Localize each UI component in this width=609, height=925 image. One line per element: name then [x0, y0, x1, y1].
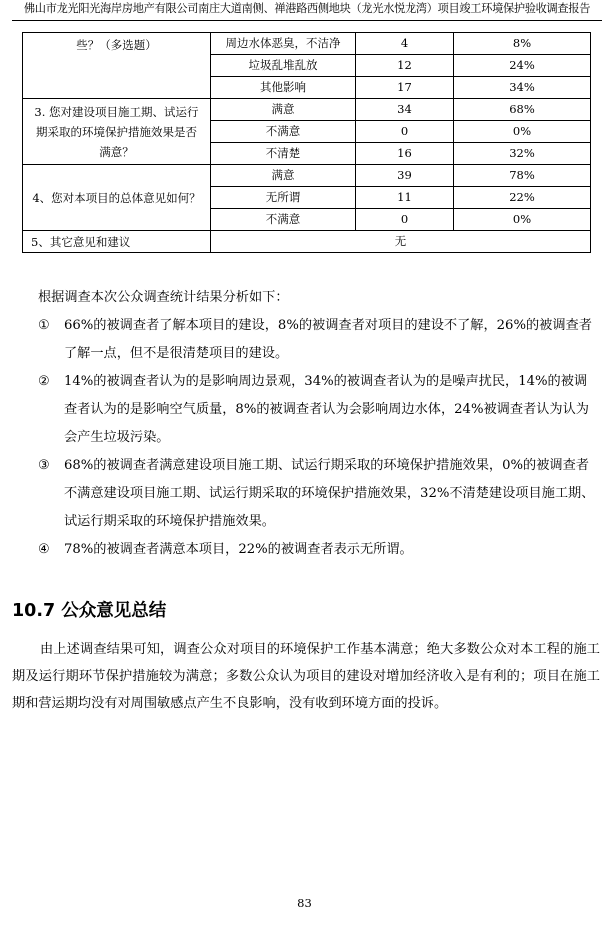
- option-cell: 周边水体恶臭，不洁净: [211, 33, 356, 55]
- item-text: 68%的被调查者满意建设项目施工期、试运行期采取的环境保护措施效果，0%的被调查者不满意建设项目施工期、试运行期采取的环境保护措施效果，32%不清楚建设项目施工期、试运行期采取的环境保护措施效果。: [64, 458, 595, 529]
- section-title: 10.7 公众意见总结: [12, 601, 167, 621]
- table-row: [23, 33, 591, 55]
- table-row: [23, 99, 591, 121]
- option-cell: 满意: [211, 99, 356, 121]
- list-item: [38, 312, 600, 368]
- count-cell: 39: [356, 165, 454, 187]
- option-cell: 不满意: [211, 121, 356, 143]
- question-2-tail: 些？（多选题）: [23, 33, 211, 99]
- option-cell: 不清楚: [211, 143, 356, 165]
- table-row: [23, 165, 591, 187]
- item-marker: ④: [38, 542, 50, 557]
- item-marker: ③: [38, 458, 50, 473]
- list-item: [38, 368, 600, 452]
- percent-cell: 68%: [454, 99, 591, 121]
- percent-cell: 22%: [454, 187, 591, 209]
- summary-paragraph: 由上述调查结果可知，调查公众对项目的环境保护工作基本满意；绝大多数公众对本工程的施工期及运行期环节保护措施较为满意；多数公众认为项目的建设对增加经济收入是有利的；项目在施工期和营运期均没有对周围敏感点产生不良影响，没有收到环境方面的投诉。: [12, 642, 600, 711]
- count-cell: 16: [356, 143, 454, 165]
- item-marker: ②: [38, 374, 50, 389]
- count-cell: 0: [356, 209, 454, 231]
- analysis-list: [38, 312, 600, 564]
- percent-cell: 24%: [454, 55, 591, 77]
- list-item: [38, 536, 600, 564]
- page-header: 佛山市龙光阳光海岸房地产有限公司南庄大道南侧、禅港路西侧地块（龙光水悦龙湾）项目竣工环境保护验收调查报告: [12, 0, 602, 21]
- item-text: 78%的被调查者满意本项目，22%的被调查者表示无所谓。: [64, 542, 413, 557]
- percent-cell: 32%: [454, 143, 591, 165]
- item-text: 14%的被调查者认为的是影响周边景观，34%的被调查者认为的是噪声扰民，14%的被调查者认为的是影响空气质量，8%的被调查者认为会影响周边水体，24%被调查者认为认为会产生垃圾污染。: [64, 374, 589, 445]
- percent-cell: 0%: [454, 209, 591, 231]
- table-row: [23, 231, 591, 253]
- list-item: [38, 452, 600, 536]
- percent-cell: 0%: [454, 121, 591, 143]
- option-cell: 无所谓: [211, 187, 356, 209]
- option-cell: 不满意: [211, 209, 356, 231]
- count-cell: 34: [356, 99, 454, 121]
- option-cell: 其他影响: [211, 77, 356, 99]
- percent-cell: 34%: [454, 77, 591, 99]
- question-4: 4、您对本项目的总体意见如何？: [23, 165, 211, 231]
- option-cell: 垃圾乱堆乱放: [211, 55, 356, 77]
- count-cell: 0: [356, 121, 454, 143]
- count-cell: 4: [356, 33, 454, 55]
- count-cell: 12: [356, 55, 454, 77]
- question-5-answer: 无: [211, 231, 591, 253]
- count-cell: 11: [356, 187, 454, 209]
- count-cell: 17: [356, 77, 454, 99]
- analysis-intro: 根据调查本次公众调查统计结果分析如下：: [38, 290, 289, 305]
- percent-cell: 78%: [454, 165, 591, 187]
- question-5: 5、其它意见和建议: [23, 231, 211, 253]
- percent-cell: 8%: [454, 33, 591, 55]
- survey-table: [22, 32, 591, 253]
- item-marker: ①: [38, 318, 50, 333]
- page-number: 83: [297, 896, 312, 910]
- question-3: 3. 您对建设项目施工期、试运行期采取的环境保护措施效果是否满意？: [23, 99, 211, 165]
- item-text: 66%的被调查者了解本项目的建设，8%的被调查者对项目的建设不了解，26%的被调查者了解一点，但不是很清楚项目的建设。: [64, 318, 592, 361]
- option-cell: 满意: [211, 165, 356, 187]
